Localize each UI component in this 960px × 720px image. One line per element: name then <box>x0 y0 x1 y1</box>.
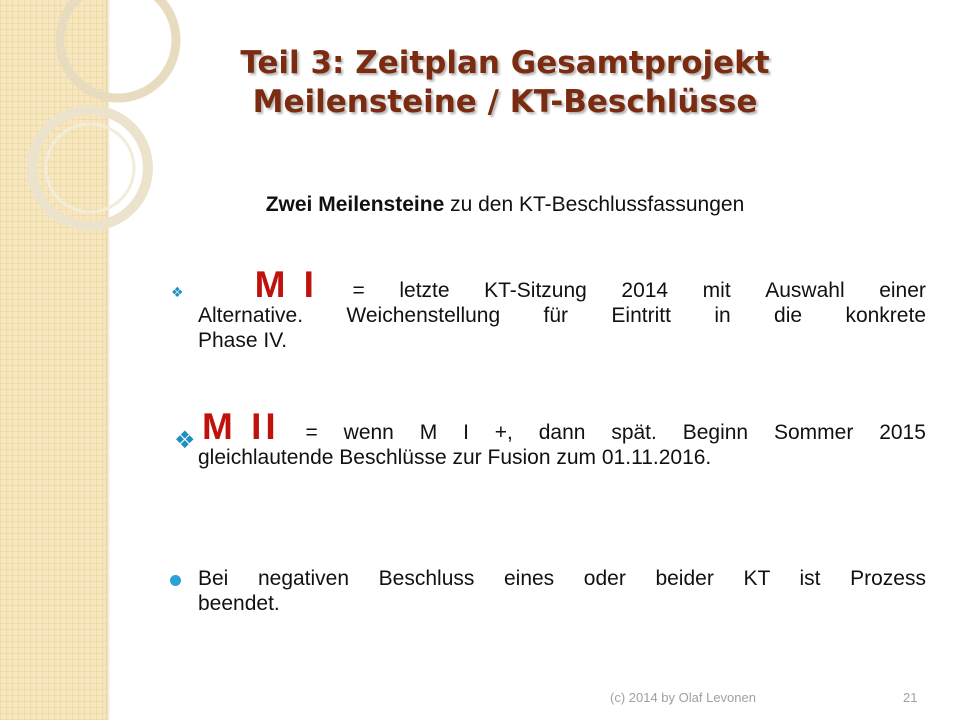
m1-word: Auswahl <box>765 279 845 302</box>
m2-word: Sommer <box>773 421 854 444</box>
title-line-2: Meilensteine / KT-Beschlüsse <box>252 83 758 120</box>
m2-word: I <box>463 421 469 444</box>
milestone-1-label: M I <box>254 264 318 305</box>
note-block <box>198 566 926 616</box>
m1-word: einer <box>879 279 926 302</box>
milestone-2-line-2: gleichlautende Beschlüsse zur Fusion zum 01.11.2016. <box>198 446 712 469</box>
m1-word: KT-Sitzung <box>484 279 587 302</box>
milestone-2-label: M II <box>202 406 280 447</box>
m1-word: = <box>352 279 365 302</box>
subtitle-rest: zu den KT-Beschlussfassungen <box>444 193 745 216</box>
m2-word: = <box>305 421 318 444</box>
slide-title <box>160 44 850 122</box>
m2-word: wenn <box>343 421 394 444</box>
milestone-1-line-2: Alternative. Weichenstellung für Eintritt in die konkrete <box>198 304 926 327</box>
milestone-1-line-1 <box>198 264 926 305</box>
note-line-1: Bei negativen Beschluss eines oder beider KT ist Prozess <box>198 567 926 590</box>
m2-word: +, <box>494 421 513 444</box>
decorative-rings <box>0 0 200 260</box>
milestone-2-line-1 <box>202 406 926 447</box>
milestone-2-block <box>198 406 926 470</box>
m2-word: Beginn <box>682 421 749 444</box>
milestone-1-line-3: Phase IV. <box>198 329 288 352</box>
m2-word: dann <box>538 421 586 444</box>
subtitle-bold: Zwei Meilensteine <box>265 193 445 216</box>
circle-bullet-icon <box>170 575 181 586</box>
diamond-bullet-icon: ❖ <box>171 284 184 300</box>
footer-author: (c) 2014 by Olaf Levonen <box>610 690 756 705</box>
m2-word: M <box>419 421 438 444</box>
diamond-bullet-icon: ❖ <box>174 427 196 454</box>
page-number: 21 <box>903 690 918 705</box>
m1-word: letzte <box>399 279 450 302</box>
note-line-2: beendet. <box>198 592 280 615</box>
title-line-1: Teil 3: Zeitplan Gesamtprojekt <box>240 45 770 81</box>
m2-word: 2015 <box>879 421 926 444</box>
m2-word: spät. <box>611 421 657 444</box>
subtitle <box>160 193 850 217</box>
milestone-1-block <box>198 264 926 353</box>
m1-word: 2014 <box>621 279 669 302</box>
m1-word: mit <box>702 279 731 302</box>
